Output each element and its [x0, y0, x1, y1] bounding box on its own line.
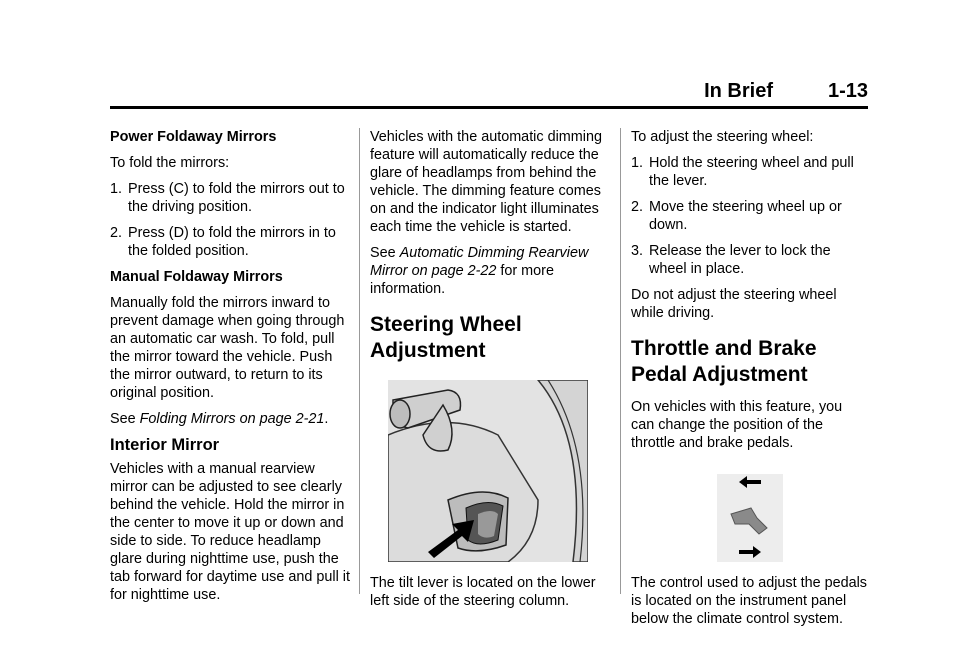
list-number: 1.	[110, 181, 123, 197]
page-number: 1-13	[827, 80, 868, 102]
list-item	[631, 154, 869, 190]
column-divider	[620, 128, 621, 594]
steering-column-illustration	[388, 380, 588, 562]
page-header	[110, 80, 868, 109]
paragraph: To fold the mirrors:	[110, 155, 230, 171]
list-item	[631, 242, 869, 278]
paragraph: Vehicles with the automatic dimming feature will automatically reduce the glare of headlamps from behind the vehicle. The dimming feature comes on and the indicator light illuminates each time the vehicle is started.	[370, 129, 602, 235]
see-reference	[370, 244, 612, 298]
list-number: 2.	[110, 225, 123, 241]
list-text: Press (C) to fold the mirrors out to the driving position.	[128, 181, 345, 215]
paragraph: Vehicles with a manual rearview mirror can be adjusted to see clearly behind the vehicle. Hold the mirror in the center to move it up or down and side to side. To reduce headlamp glare during nighttime use, push the tab forward for daytime use and pull it for nighttime use.	[110, 461, 350, 603]
heading-interior-mirror: Interior Mirror	[110, 436, 220, 454]
column-2	[370, 128, 612, 618]
heading-power-foldaway: Power Foldaway Mirrors	[110, 129, 277, 145]
heading-throttle-brake: Throttle and Brake Pedal Adjustment	[631, 337, 817, 386]
list-text: Release the lever to lock the wheel in place.	[649, 243, 831, 277]
see-reference	[110, 410, 352, 428]
list-text: Move the steering wheel up or down.	[649, 199, 842, 233]
paragraph: On vehicles with this feature, you can change the position of the throttle and brake pedals.	[631, 399, 843, 451]
paragraph: To adjust the steering wheel:	[631, 129, 814, 145]
paragraph: Manually fold the mirrors inward to prevent damage when going through an automatic car wash. To fold, pull the mirror toward the vehicle. Push the mirror outward, to return to its original position.	[110, 295, 345, 401]
column-divider	[359, 128, 360, 594]
list-item	[631, 198, 869, 234]
list-number: 1.	[631, 155, 644, 171]
list-text: Hold the steering wheel and pull the lever.	[649, 155, 854, 189]
paragraph: Do not adjust the steering wheel while driving.	[631, 287, 837, 321]
column-1	[110, 128, 352, 612]
list-item	[110, 224, 352, 260]
heading-manual-foldaway: Manual Foldaway Mirrors	[110, 269, 283, 285]
see-prefix: See	[110, 411, 140, 427]
paragraph: The control used to adjust the pedals is located on the instrument panel below the climate control system.	[631, 575, 867, 627]
see-suffix: .	[324, 411, 329, 427]
list-number: 2.	[631, 199, 644, 215]
paragraph: The tilt lever is located on the lower left side of the steering column.	[370, 575, 596, 609]
cross-reference-link[interactable]: Folding Mirrors on page 2-21	[139, 411, 325, 427]
list-number: 3.	[631, 243, 644, 259]
column-3	[631, 128, 869, 636]
list-text: Press (D) to fold the mirrors in to the folded position.	[128, 225, 336, 259]
cross-reference-link[interactable]: Automatic Dimming Rearview Mirror on page 2-22	[370, 245, 589, 279]
pedal-adjust-switch-icon	[717, 474, 783, 562]
see-prefix: See	[370, 245, 400, 261]
heading-steering-wheel: Steering Wheel Adjustment	[370, 313, 522, 362]
list-item	[110, 180, 352, 216]
section-title: In Brief	[704, 80, 773, 102]
see-suffix: for more information.	[370, 263, 554, 297]
